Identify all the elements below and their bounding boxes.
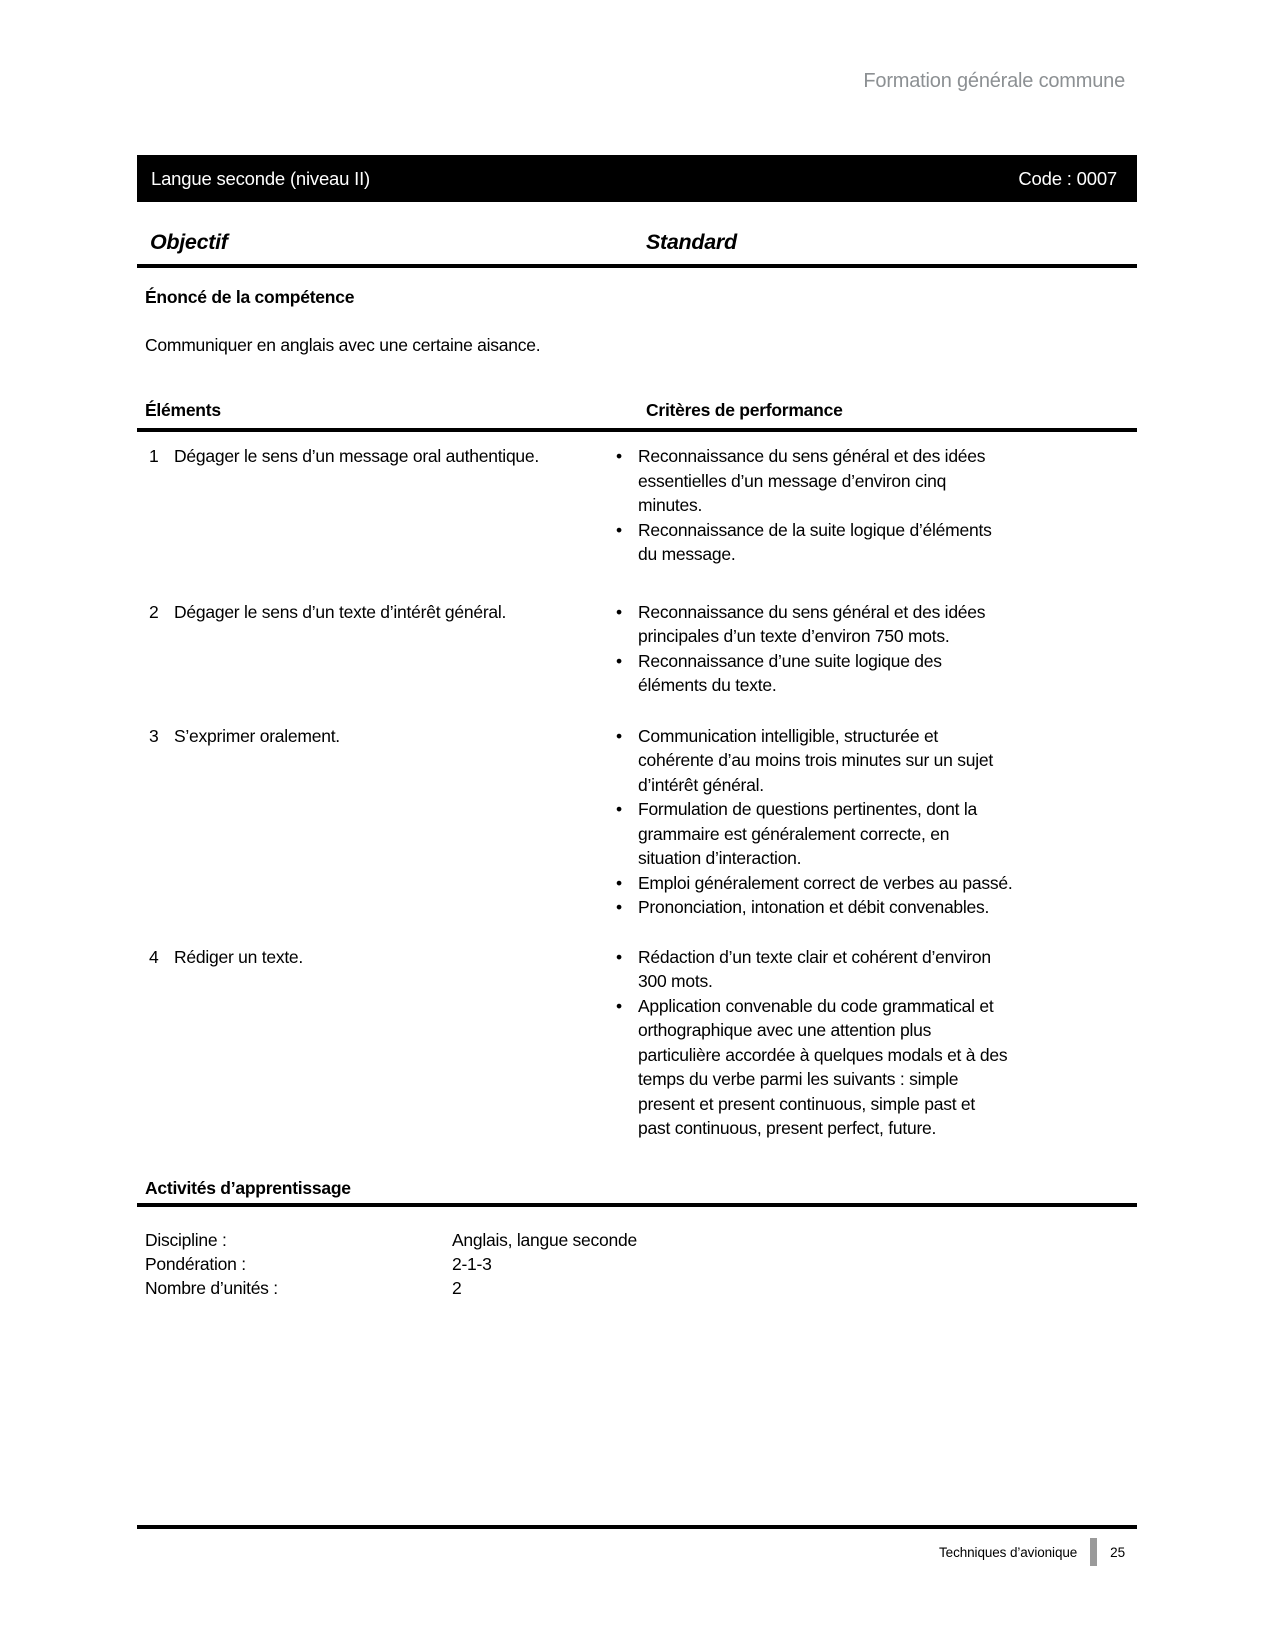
bullet-icon: • (616, 650, 622, 671)
table-row (137, 444, 1137, 567)
criterion-line: 300 mots. (638, 971, 713, 991)
footer-rule (137, 1525, 1137, 1529)
criterion-line: minutes. (638, 495, 703, 515)
criterion-line: éléments du texte. (638, 675, 777, 695)
criteria-cell (616, 444, 1137, 567)
bullet-icon: • (616, 519, 622, 540)
criterion-line: Reconnaissance du sens général et des idées (638, 446, 986, 466)
element-text: S’exprimer oralement. (174, 725, 340, 746)
criterion-line: Reconnaissance d’une suite logique des (638, 650, 942, 671)
footer-page-number: 25 (1110, 1544, 1125, 1560)
bullet-icon: • (616, 446, 622, 466)
criterion-lines (638, 600, 985, 649)
activities-heading: Activités d’apprentissage (145, 1178, 351, 1198)
footer-program-name: Techniques d’avionique (939, 1544, 1078, 1560)
criterion-lines (638, 797, 977, 871)
criterion-lines (638, 871, 1012, 896)
table-row (137, 600, 1137, 698)
criterion-line: Communication intelligible, structurée et (638, 725, 939, 746)
element-cell (137, 444, 616, 567)
criterion-line: grammaire est généralement correcte, en (638, 823, 950, 844)
column-header-criteres: Critères de performance (646, 400, 843, 420)
criteria-cell (616, 945, 1137, 1141)
running-header: Formation générale commune (863, 70, 1125, 92)
table-row (137, 724, 1137, 920)
criterion-line: Reconnaissance du sens général et des idées (638, 601, 986, 622)
criterion (616, 444, 1137, 518)
element-text: Dégager le sens d’un texte d’intérêt général. (174, 601, 507, 622)
field-label-unites: Nombre d’unités : (145, 1278, 278, 1298)
element-cell (137, 724, 616, 920)
element-text: Dégager le sens d’un message oral authentique. (174, 446, 539, 466)
field-value-unites: 2 (452, 1278, 462, 1298)
criteria-cell (616, 724, 1137, 920)
field-row (145, 1276, 1137, 1300)
page-footer (137, 1538, 1137, 1566)
criterion-line: Rédaction d’un texte clair et cohérent d’environ (638, 946, 991, 967)
criteria-cell (616, 600, 1137, 698)
criterion-lines (638, 994, 1007, 1141)
elements-criteria-table (137, 444, 1137, 1141)
competence-heading: Énoncé de la compétence (145, 287, 355, 307)
criterion-line: past continuous, present perfect, future. (638, 1118, 937, 1138)
criterion-line: essentielles d’un message d’environ cinq (638, 470, 947, 491)
field-label-discipline: Discipline : (145, 1230, 227, 1250)
criterion (616, 518, 1137, 567)
criterion-line: temps du verbe parmi les suivants : simple (638, 1069, 959, 1089)
heading-objectif: Objectif (150, 230, 228, 254)
bullet-icon: • (616, 725, 622, 746)
field-value-discipline: Anglais, langue seconde (452, 1230, 637, 1250)
criterion-line: principales d’un texte d’environ 750 mots. (638, 626, 950, 646)
criterion-line: orthographique avec une attention plus (638, 1020, 932, 1040)
divider-rule (137, 264, 1137, 268)
activities-fields (145, 1228, 1137, 1300)
element-cell (137, 945, 616, 1141)
element-number: 4 (149, 946, 159, 967)
element-cell (137, 600, 616, 698)
field-value-ponderation: 2-1-3 (452, 1254, 492, 1274)
criterion-lines (638, 444, 985, 518)
criterion-lines (638, 649, 942, 698)
criterion (616, 945, 1137, 994)
criterion-line: Formulation de questions pertinentes, dont la (638, 799, 977, 819)
bullet-icon: • (616, 995, 622, 1016)
bullet-icon: • (616, 601, 622, 622)
criterion-line: present et present continuous, simple past et (638, 1093, 976, 1114)
course-banner (137, 155, 1137, 202)
criterion-lines (638, 895, 989, 920)
criterion-line: Reconnaissance de la suite logique d’éléments (638, 519, 992, 540)
criterion (616, 871, 1137, 896)
criterion-line: Emploi généralement correct de verbes au passé. (638, 872, 1013, 893)
column-header-elements: Éléments (145, 400, 221, 420)
criterion-line: situation d’interaction. (638, 848, 802, 868)
field-row (145, 1252, 1137, 1276)
heading-standard: Standard (646, 230, 737, 254)
field-label-ponderation: Pondération : (145, 1254, 246, 1274)
criterion-line: Application convenable du code grammatical et (638, 995, 994, 1016)
criterion (616, 895, 1137, 920)
divider-rule (137, 428, 1137, 432)
criterion (616, 600, 1137, 649)
course-title: Langue seconde (niveau II) (151, 167, 371, 189)
criterion (616, 724, 1137, 798)
criterion-line: cohérente d’au moins trois minutes sur un sujet (638, 750, 993, 770)
divider-rule (137, 1203, 1137, 1207)
element-number: 3 (149, 725, 159, 746)
criterion-line: particulière accordée à quelques modals et à des (638, 1044, 1008, 1065)
bullet-icon: • (616, 799, 622, 819)
objective-standard-headings (137, 230, 1137, 255)
bullet-icon: • (616, 872, 622, 893)
criterion-lines (638, 518, 992, 567)
bullet-icon: • (616, 946, 622, 967)
competence-statement: Communiquer en anglais avec une certaine aisance. (145, 335, 541, 355)
criterion (616, 994, 1137, 1141)
field-row (145, 1228, 1137, 1252)
criterion (616, 649, 1137, 698)
element-number: 1 (149, 446, 159, 466)
criterion-lines (638, 724, 993, 798)
criterion-line: du message. (638, 544, 736, 564)
table-column-headers (137, 400, 1137, 421)
criterion (616, 797, 1137, 871)
course-code: Code : 0007 (1018, 167, 1117, 189)
criterion-lines (638, 945, 991, 994)
element-text: Rédiger un texte. (174, 946, 304, 967)
element-number: 2 (149, 601, 159, 622)
table-row (137, 945, 1137, 1141)
bullet-icon: • (616, 897, 622, 917)
footer-separator-bar (1090, 1538, 1097, 1566)
criterion-line: d’intérêt général. (638, 774, 764, 795)
criterion-line: Prononciation, intonation et débit convenables. (638, 897, 990, 917)
